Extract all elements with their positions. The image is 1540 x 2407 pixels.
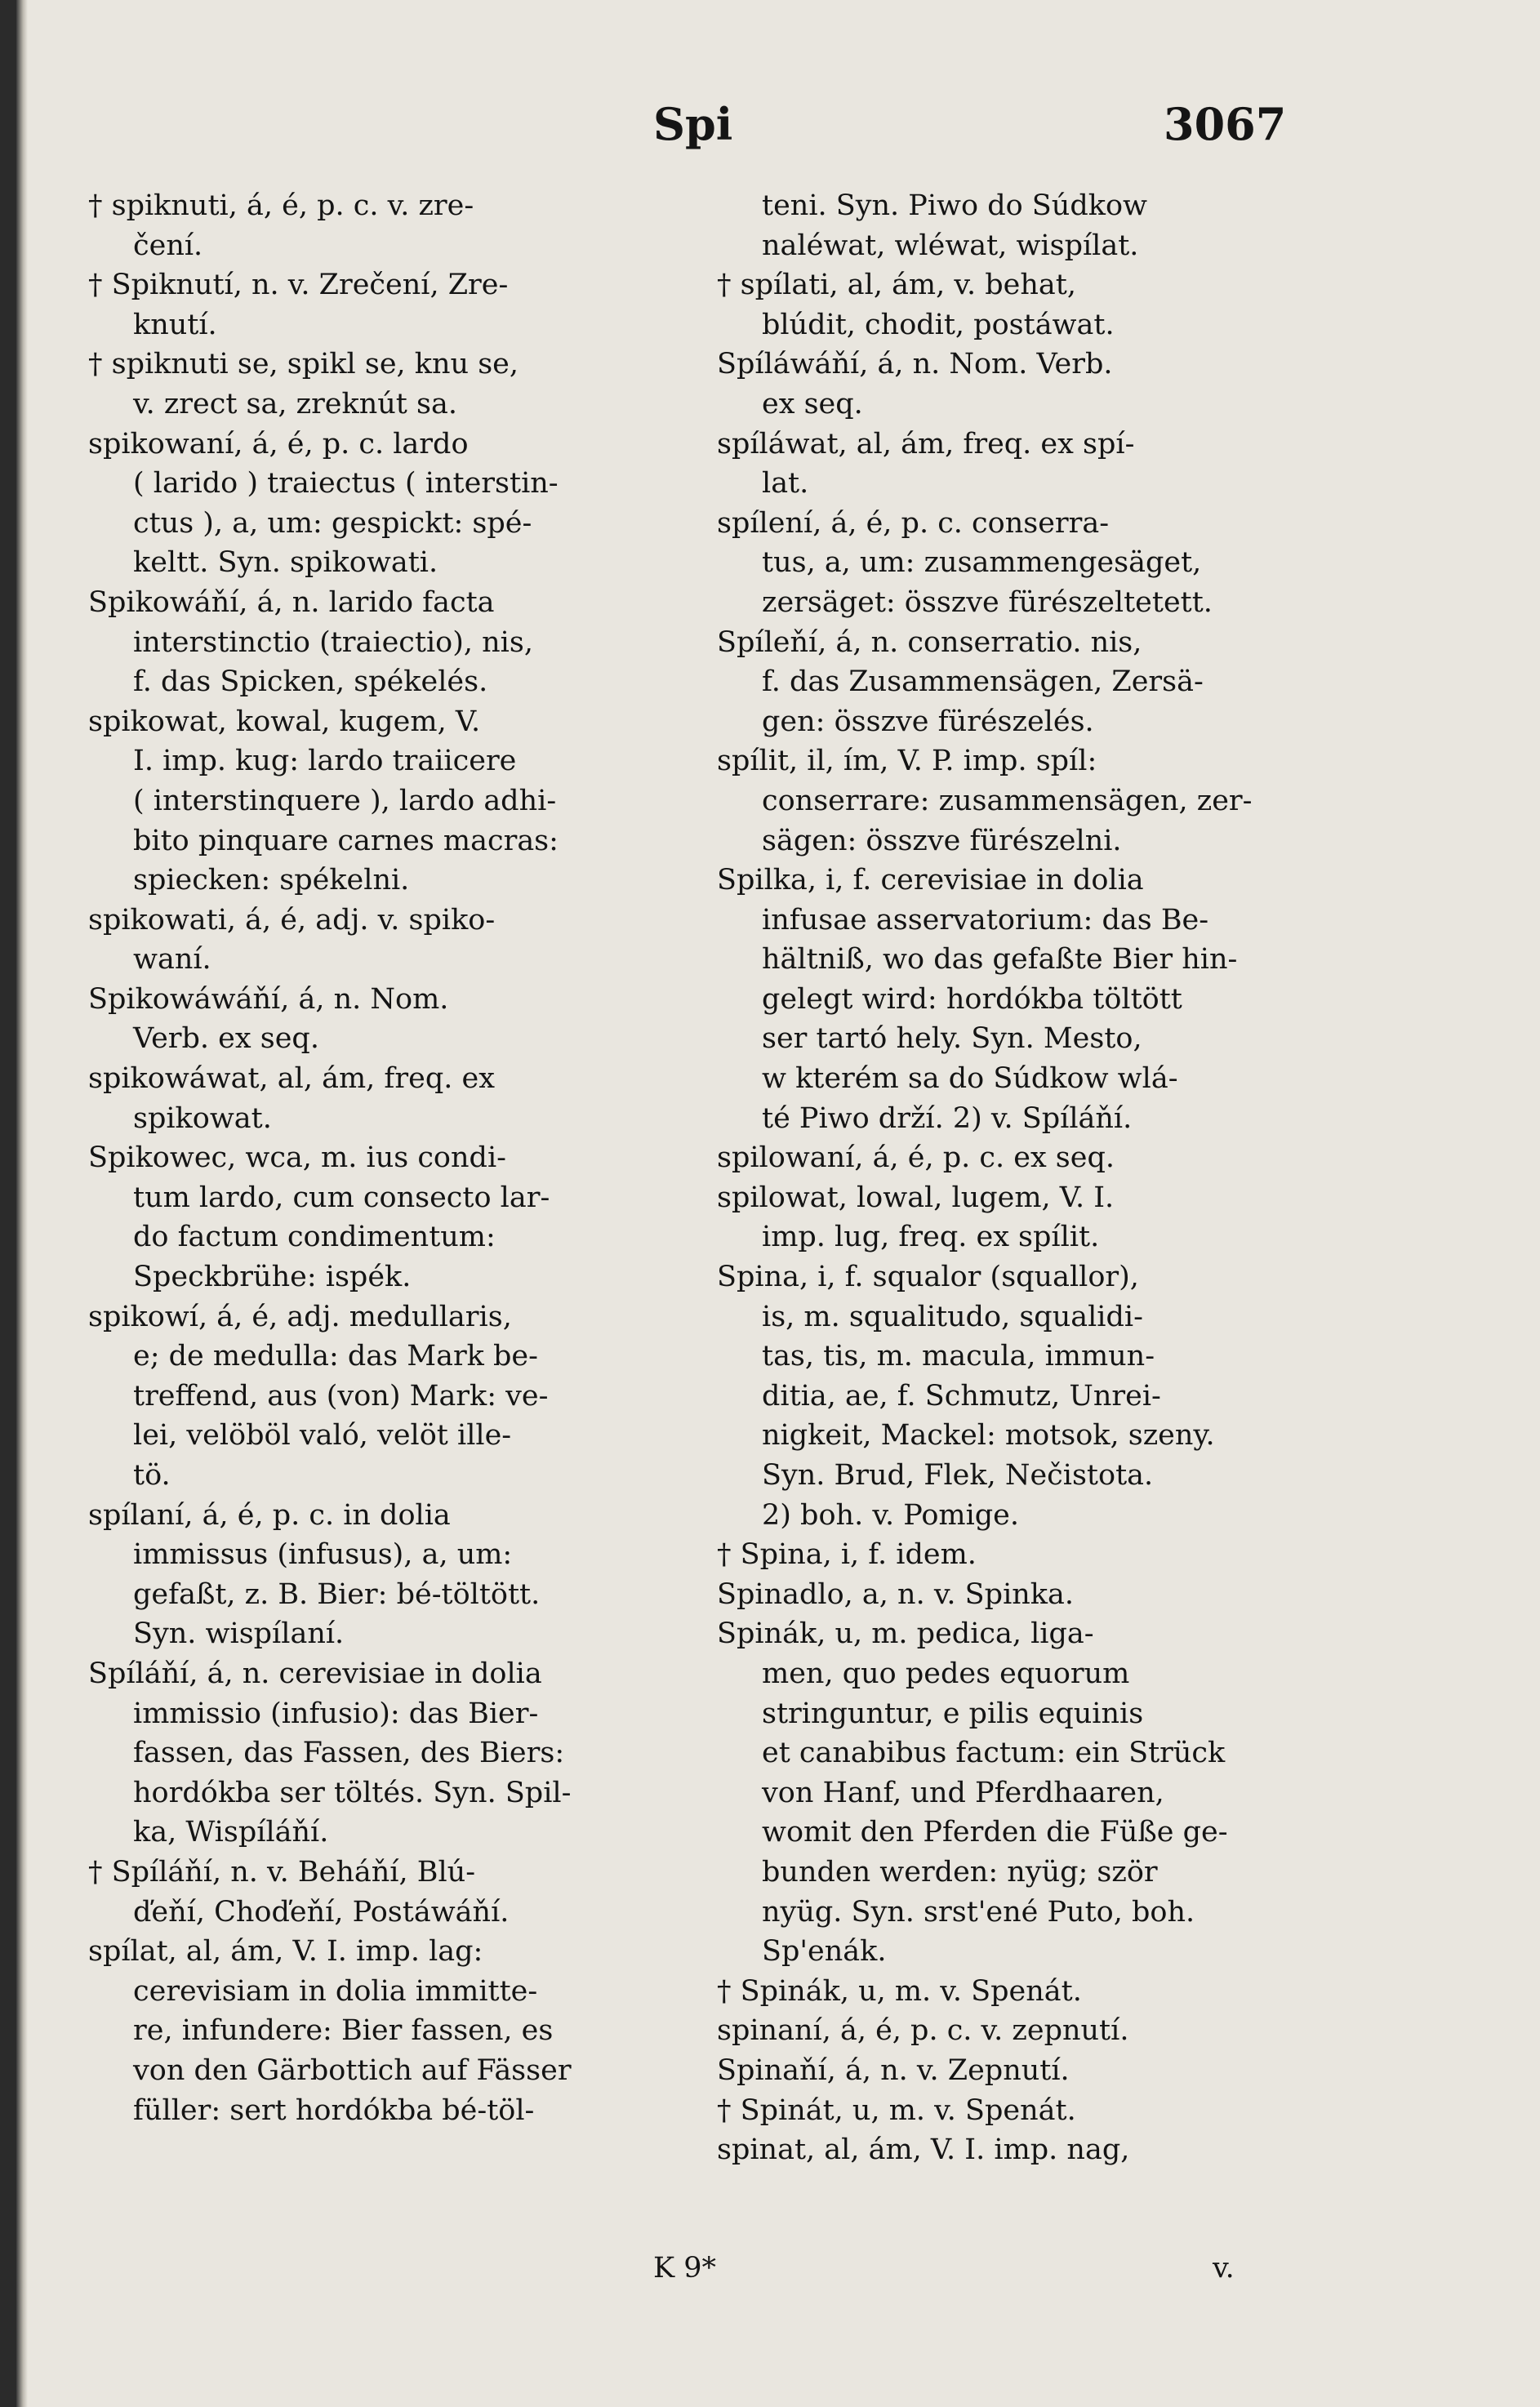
text-line: spiecken: spékelni. [133,864,410,897]
text-line: † Spíláňí, n. v. Beháňí, Blú- [88,1855,476,1889]
text-line: † Spinát, u, m. v. Spenát. [717,2093,1076,2127]
text-line: lei, velöböl való, velöt ille- [133,1419,512,1453]
text-line: men, quo pedes equorum [762,1657,1130,1690]
text-line: stringuntur, e pilis equinis [762,1697,1144,1730]
text-line: čení. [133,229,203,262]
text-line: teni. Syn. Piwo do Súdkow [762,189,1147,222]
text-line: spikowat. [133,1101,272,1135]
text-line: Spinadlo, a, n. v. Spinka. [717,1577,1075,1611]
text-line: † spiknuti, á, é, p. c. v. zre- [88,189,474,222]
text-line: nigkeit, Mackel: motsok, szeny. [762,1419,1215,1453]
text-line: Spina, i, f. squalor (squallor), [717,1261,1139,1294]
text-line: † Spiknutí, n. v. Zrečení, Zre- [88,269,509,302]
text-line: von den Gärbottich auf Fässer [133,2053,572,2087]
text-line: tö. [133,1459,171,1492]
text-line: spikowati, á, é, adj. v. spiko- [88,903,496,937]
text-line: Speckbrühe: ispék. [133,1261,412,1294]
text-line: spílaní, á, é, p. c. in dolia [88,1498,451,1532]
text-line: † spiknuti se, spikl se, knu se, [88,348,519,381]
text-line: füller: sert hordókba bé-töl- [133,2093,535,2127]
text-line: ctus ), a, um: gespickt: spé- [133,506,532,540]
left-column [88,186,733,2130]
text-line: I. imp. kug: lardo traiicere [133,745,517,778]
text-line: Spíláňí, á, n. cerevisiae in dolia [88,1657,542,1690]
text-line: spílat, al, ám, V. I. imp. lag: [88,1935,483,1969]
text-line: immissus (infusus), a, um: [133,1538,513,1572]
signature-mark: K 9* [653,2252,717,2285]
text-line: spinat, al, ám, V. I. imp. nag, [717,2133,1130,2167]
text-line: Spilka, i, f. cerevisiae in dolia [717,864,1144,897]
text-line: Spikowáňí, á, n. larido facta [88,585,495,619]
text-line: Spikowec, wca, m. ius condi- [88,1141,506,1175]
text-line: † Spinák, u, m. v. Spenát. [717,1974,1082,2008]
text-line: conserrare: zusammensägen, zer- [762,784,1253,817]
text-line: sägen: összve fürészelni. [762,824,1122,857]
text-line: 2) boh. v. Pomige. [762,1498,1020,1532]
text-line: spilowat, lowal, lugem, V. I. [717,1181,1115,1214]
text-line: té Piwo drží. 2) v. Spíláňí. [762,1101,1133,1135]
text-line: Verb. ex seq. [133,1022,319,1056]
text-line: gelegt wird: hordókba töltött [762,982,1182,1016]
text-line: imp. lug, freq. ex spílit. [762,1221,1100,1254]
text-line: e; de medulla: das Mark be- [133,1340,538,1373]
text-line: is, m. squalitudo, squalidi- [762,1300,1143,1333]
text-line: spíláwat, al, ám, freq. ex spí- [717,427,1135,460]
text-line: Sp'enák. [762,1935,887,1969]
text-line: cerevisiam in dolia immitte- [133,1974,538,2008]
text-line: ďeňí, Choďeňí, Postáwáňí. [133,1895,510,1929]
text-line: Spíleňí, á, n. conserratio. nis, [717,625,1142,659]
text-line: naléwat, wléwat, wispílat. [762,229,1139,262]
text-line: Syn. Brud, Flek, Nečistota. [762,1459,1154,1492]
text-line: treffend, aus (von) Mark: ve- [133,1379,549,1413]
text-line: hordókba ser töltés. Syn. Spil- [133,1776,572,1809]
text-line: re, infundere: Bier fassen, es [133,2014,554,2048]
text-line: Spikowáwáňí, á, n. Nom. [88,982,449,1016]
text-line: zersäget: összve fürészeltetett. [762,585,1213,619]
text-line: interstinctio (traiectio), nis, [133,625,533,659]
text-line: womit den Pferden die Füße ge- [762,1816,1228,1849]
text-line: ka, Wispíláňí. [133,1816,329,1849]
text-line: spikowáwat, al, ám, freq. ex [88,1062,495,1096]
text-line: spikowat, kowal, kugem, V. [88,705,481,738]
text-line: v. zrect sa, zreknút sa. [133,387,457,420]
text-line: ex seq. [762,387,863,420]
text-line: gen: összve fürészelés. [762,705,1094,738]
text-line: spílit, il, ím, V. P. imp. spíl: [717,745,1097,778]
text-line: von Hanf, und Pferdhaaren, [762,1776,1164,1809]
text-line: fassen, das Fassen, des Biers: [133,1737,565,1770]
text-line: tum lardo, cum consecto lar- [133,1181,550,1214]
text-line: immissio (infusio): das Bier- [133,1697,539,1730]
text-line: lat. [762,467,809,501]
text-line: Spinaňí, á, n. v. Zepnutí. [717,2053,1070,2087]
right-column [717,186,1362,2170]
text-line: † Spina, i, f. idem. [717,1538,977,1572]
text-line: do factum condimentum: [133,1221,496,1254]
text-line: ser tartó hely. Syn. Mesto, [762,1022,1142,1056]
text-line: bito pinquare carnes macras: [133,824,559,857]
text-line: ditia, ae, f. Schmutz, Unrei- [762,1379,1161,1413]
text-line: nyüg. Syn. srst'ené Puto, boh. [762,1895,1195,1929]
text-line: bunden werden: nyüg; ször [762,1855,1158,1889]
text-line: spílení, á, é, p. c. conserra- [717,506,1110,540]
text-line: tus, a, um: zusammengesäget, [762,546,1202,580]
text-line: f. das Spicken, spékelés. [133,665,488,699]
text-line: ( interstinquere ), lardo adhi- [133,784,557,817]
text-line: Spinák, u, m. pedica, liga- [717,1617,1094,1651]
text-line: Spíláwáňí, á, n. Nom. Verb. [717,348,1113,381]
text-line: tas, tis, m. macula, immun- [762,1340,1155,1373]
text-line: spikowí, á, é, adj. medullaris, [88,1300,512,1333]
text-line: blúdit, chodit, postáwat. [762,308,1115,341]
text-line: spikowaní, á, é, p. c. lardo [88,427,469,460]
text-line: ( larido ) traiectus ( interstin- [133,467,559,501]
text-line: f. das Zusammensägen, Zersä- [762,665,1204,699]
running-head: Spi [653,98,733,150]
text-line: w kterém sa do Súdkow wlá- [762,1062,1178,1096]
text-line: Syn. wispílaní. [133,1617,345,1651]
text-line: et canabibus factum: ein Strück [762,1737,1226,1770]
text-line: infusae asservatorium: das Be- [762,903,1209,937]
text-line: knutí. [133,308,217,341]
catchword: v. [1213,2252,1235,2285]
text-line: spilowaní, á, é, p. c. ex seq. [717,1141,1115,1175]
text-line: spinaní, á, é, p. c. v. zepnutí. [717,2014,1129,2048]
text-line: † spílati, al, ám, v. behat, [717,269,1076,302]
page-number: 3067 [1164,98,1287,150]
text-line: waní. [133,943,211,977]
text-line: gefaßt, z. B. Bier: bé-töltött. [133,1577,541,1611]
dictionary-page [16,0,1540,2407]
text-line: hältniß, wo das gefaßte Bier hin- [762,943,1238,977]
text-line: keltt. Syn. spikowati. [133,546,438,580]
